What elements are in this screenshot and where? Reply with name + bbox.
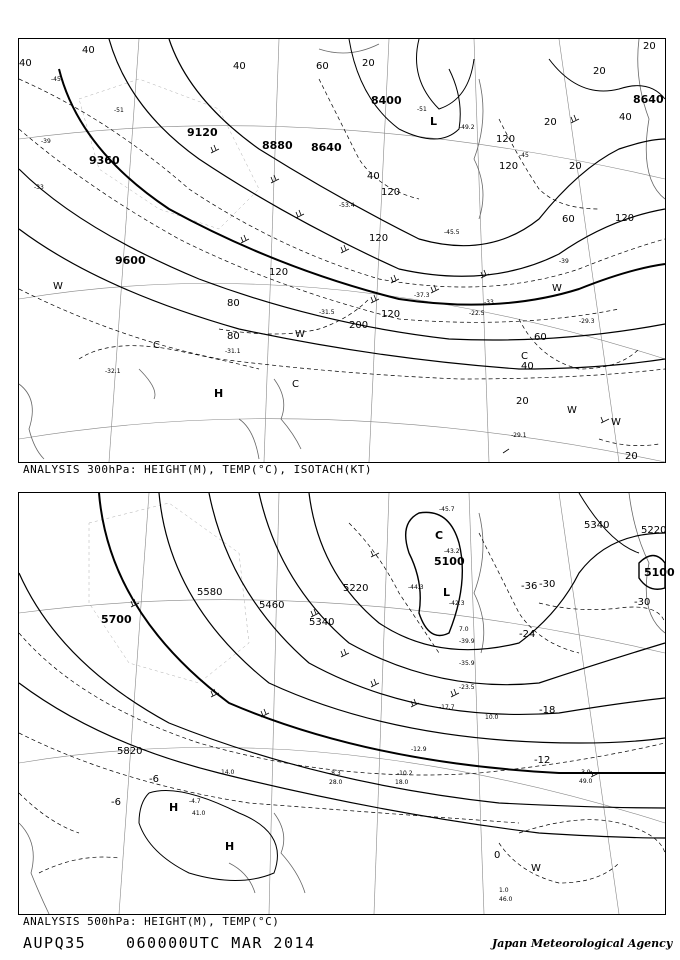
height-label: 5100 xyxy=(644,566,675,579)
isotach-label: 40 xyxy=(521,361,534,372)
system-marker: W xyxy=(567,405,577,416)
height-label: 5100 xyxy=(434,555,465,568)
hatched-region xyxy=(89,503,249,683)
height-label: 9360 xyxy=(89,154,120,167)
temp-label: -45.5 xyxy=(444,229,460,236)
temp-label: -39 xyxy=(41,138,51,145)
valid-time: 060000UTC MAR 2014 xyxy=(126,934,316,952)
isotach-label: 20 xyxy=(516,396,529,407)
height-label: 5700 xyxy=(101,613,132,626)
height-label: 5460 xyxy=(259,600,285,611)
isotach-label: 40 xyxy=(367,171,380,182)
station-value: 1.0 xyxy=(499,887,509,894)
station-value: -8.3 xyxy=(329,770,341,777)
system-marker: H xyxy=(214,387,224,400)
wind-barbs xyxy=(211,115,609,453)
map-300hpa-svg xyxy=(19,39,665,462)
system-marker: W xyxy=(611,417,621,428)
station-value: -23.5 xyxy=(459,684,475,691)
isotach-label: 120 xyxy=(381,187,401,198)
system-marker: L xyxy=(430,115,438,128)
isotach-label: 120 xyxy=(381,309,401,320)
height-label: 5820 xyxy=(117,746,143,757)
station-value: 7.0 xyxy=(459,626,469,633)
temp-label: -6 xyxy=(149,774,159,785)
height-label: 5220 xyxy=(343,583,369,594)
height-label: 8640 xyxy=(633,93,664,106)
isotach-label: 20 xyxy=(362,58,375,69)
system-marker: W xyxy=(53,281,63,292)
isotach-label: 80 xyxy=(227,298,240,309)
system-marker: C xyxy=(521,351,528,362)
height-label: 5220 xyxy=(641,525,667,536)
temp-label: -33 xyxy=(34,184,44,191)
temp-label: 0 xyxy=(494,850,501,861)
isotach-label: 20 xyxy=(625,451,638,462)
temp-label: -33 xyxy=(484,299,494,306)
height-label: 8400 xyxy=(371,94,402,107)
station-value: -4.7 xyxy=(189,798,201,805)
station-value: -45.7 xyxy=(439,506,455,513)
isotach-label: 40 xyxy=(19,58,32,69)
caption-500hpa: ANALYSIS 500hPa: HEIGHT(M), TEMP(°C) xyxy=(23,915,280,928)
station-value: -44.3 xyxy=(408,584,424,591)
isotach-label: 60 xyxy=(316,61,329,72)
height-label: 5580 xyxy=(197,587,223,598)
station-value: -43.2 xyxy=(444,548,460,555)
temp-label: -18 xyxy=(539,705,556,716)
temp-label: -30 xyxy=(539,579,556,590)
system-marker: L xyxy=(443,586,451,599)
system-marker: W xyxy=(531,863,541,874)
isotach-label: 20 xyxy=(569,161,582,172)
isotach-label: 20 xyxy=(643,41,656,52)
map-panel-500hpa xyxy=(18,492,675,915)
isotach-label: 40 xyxy=(82,45,95,56)
temp-label: -45 xyxy=(51,76,61,83)
temp-label: -6 xyxy=(111,797,121,808)
temp-label: -53.4 xyxy=(339,202,355,209)
map-panel-300hpa xyxy=(18,38,666,463)
temp-label: -45 xyxy=(519,152,529,159)
graticule xyxy=(19,493,665,914)
temp-label: -29.1 xyxy=(511,432,527,439)
temp-label: -31.5 xyxy=(319,309,335,316)
temp-label: -37.3 xyxy=(414,292,430,299)
temp-label: -51 xyxy=(114,107,124,114)
temp-label: -51 xyxy=(417,106,427,113)
height-label: 5340 xyxy=(584,520,610,531)
temp-label: -49.2 xyxy=(459,124,475,131)
isotach-label: 20 xyxy=(593,66,606,77)
caption-300hpa: ANALYSIS 300hPa: HEIGHT(M), TEMP(°C), ISOTACH(KT) xyxy=(23,463,373,476)
agency-name: Japan Meteorological Agency xyxy=(492,937,673,950)
system-marker: C xyxy=(292,379,299,390)
station-value: 14.0 xyxy=(221,769,235,776)
temp-label: -36 xyxy=(521,581,538,592)
temp-label: -39 xyxy=(559,258,569,265)
isotach-label: 40 xyxy=(233,61,246,72)
station-value: -17.7 xyxy=(439,704,455,711)
system-marker: H xyxy=(169,801,179,814)
temp-contours xyxy=(19,523,665,883)
station-value: 28.0 xyxy=(329,779,343,786)
station-value: -10.2 xyxy=(397,770,413,777)
isotach-label: 60 xyxy=(534,332,547,343)
isotach-label: 120 xyxy=(269,267,289,278)
isotach-label: 80 xyxy=(227,331,240,342)
temp-label: -22.5 xyxy=(469,310,485,317)
temp-label: -31.1 xyxy=(225,348,241,355)
system-marker: H xyxy=(225,840,235,853)
temp-label: -12 xyxy=(534,755,551,766)
height-label: 5340 xyxy=(309,617,335,628)
temp-label: -32.1 xyxy=(105,368,121,375)
isotach-label: 120 xyxy=(499,161,519,172)
station-value: -12.9 xyxy=(411,746,427,753)
system-marker: C xyxy=(153,340,160,351)
chart-id: AUPQ35 xyxy=(23,934,87,952)
isotach-label: 120 xyxy=(369,233,389,244)
station-value: 49.0 xyxy=(579,778,593,785)
station-value: -3.9 xyxy=(579,769,591,776)
station-value: -35.9 xyxy=(459,660,475,667)
system-marker: W xyxy=(295,329,305,340)
station-value: 10.0 xyxy=(485,714,499,721)
isotach-label: 40 xyxy=(619,112,632,123)
station-value: -39.9 xyxy=(459,638,475,645)
height-label: 9600 xyxy=(115,254,146,267)
height-label: 9120 xyxy=(187,126,218,139)
isotach-label: 120 xyxy=(615,213,635,224)
height-label: 8640 xyxy=(311,141,342,154)
station-value: 18.0 xyxy=(395,779,409,786)
station-value: 41.0 xyxy=(192,810,206,817)
temp-label: -30 xyxy=(634,597,651,608)
map-500hpa-svg xyxy=(19,493,675,914)
temp-label: -24 xyxy=(519,629,536,640)
temp-label: -29.3 xyxy=(579,318,595,325)
system-marker: C xyxy=(435,529,444,542)
system-marker: W xyxy=(552,283,562,294)
isotach-label: 60 xyxy=(562,214,575,225)
station-value: 46.0 xyxy=(499,896,513,903)
isotach-label: 20 xyxy=(544,117,557,128)
height-contours xyxy=(19,493,665,881)
isotach-label: 120 xyxy=(496,134,516,145)
station-value: -42.3 xyxy=(449,600,465,607)
isotach-label: 200 xyxy=(349,320,369,331)
height-label: 8880 xyxy=(262,139,293,152)
